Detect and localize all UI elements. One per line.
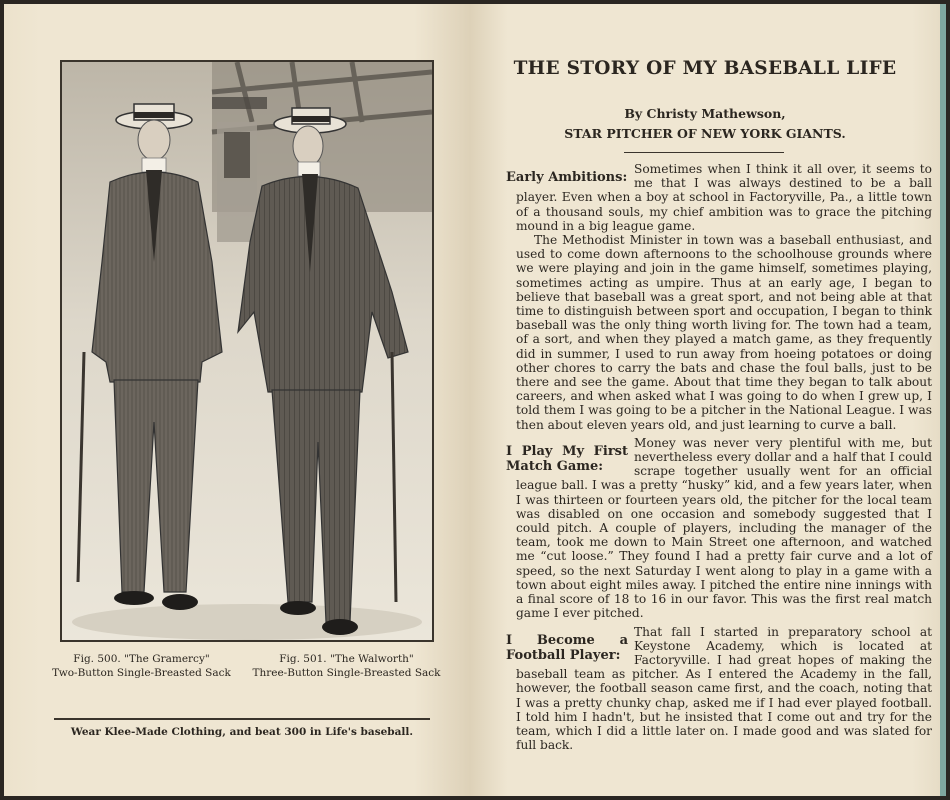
advert-slogan: Wear Klee-Made Clothing, and beat 300 in Life's baseball. — [70, 726, 414, 738]
section-football-player — [506, 624, 932, 753]
caption-fig-501 — [249, 652, 444, 680]
paragraph: Money was never very plentiful with me, but nevertheless every dollar and a half that I could scrape together usually went for an official league ball. I was a pretty “husky” kid, and a few years later, when I was thirteen or fourteen years old, the pitcher for the local team was disabled on one occasion and somebody suggested that I could pitch. A couple of players, including the manager of the team, took me down to Main Street one afternoon, and watched me “cut loose.” They found I had a pretty fair curve and a lot of speed, so the next Saturday I went along to play in a game with a town about eight miles away. I pitched the entire nine innings with a final score of 18 to 16 in our favor. This was the first real match game I ever pitched. — [516, 435, 932, 621]
author-name: By Christy Mathewson, — [624, 106, 786, 121]
article-title: THE STORY OF MY BASEBALL LIFE — [513, 58, 897, 79]
caption-fig-500-title: Fig. 500. "The Gramercy" — [73, 653, 210, 665]
section-first-match-game — [506, 435, 932, 621]
fashion-illustration — [60, 60, 434, 642]
book-spread — [4, 4, 946, 796]
paragraph: That fall I started in preparatory school at Keystone Academy, which is located at Factoryville. I had great hopes of making the baseball team as pitcher. As I entered the Academy in the fall, however, the football season came first, and the coach, noting that I was a pretty chunky chap, asked me if I had ever played football. I told him I hadn't, but he insisted that I come out and try for the team, which I did a little later on. I made good and was slated for full back. — [516, 624, 932, 753]
caption-fig-501-title: Fig. 501. "The Walworth" — [279, 653, 414, 665]
left-page — [4, 4, 470, 796]
side-heading: I Play My First Match Game: — [506, 443, 628, 474]
title-divider — [624, 152, 784, 153]
side-heading: I Become a Football Player: — [506, 632, 628, 663]
caption-fig-500-desc: Two-Button Single-Breasted Sack — [52, 667, 231, 679]
side-heading: Early Ambitions: — [506, 170, 628, 185]
section-early-ambitions — [506, 162, 932, 432]
divider-rule — [54, 718, 430, 720]
paragraph: The Methodist Minister in town was a baseball enthusiast, and used to come down afternoons to the schoolhouse grounds where we were playing and join in the game himself, sometimes playing, sometimes acting as umpire. Thus at an early age, I began to believe that baseball was a great sport, and not being able at that time to distinguish between sport and occupation, I began to think baseball was the only thing worth living for. The town had a team, of a sort, and when they played a match game, as they frequently did in summer, I used to run away from hoeing potatoes or doing other chores to carry the bats and chase the foul balls, just to be there and see the game. About that time they began to talk about careers, and when asked what I was going to do when I grew up, I told them I was going to be a pitcher in the National League. I was then about eleven years old, and just learning to curve a ball. — [516, 233, 932, 432]
article-body — [506, 162, 932, 756]
paragraph: Sometimes when I think it all over, it seems to me that I was always destined to be a ball player. Even when a boy at school in Factoryville, Pa., a little town of a thousand souls, my chief ambition was to grace the pitching mound in a big league game. — [516, 162, 932, 233]
byline — [490, 104, 920, 144]
author-role: STAR PITCHER OF NEW YORK GIANTS. — [564, 126, 846, 141]
caption-fig-500 — [44, 652, 239, 680]
right-page — [470, 4, 946, 796]
caption-fig-501-desc: Three-Button Single-Breasted Sack — [252, 667, 441, 679]
figure-captions — [44, 652, 444, 680]
two-men-in-suits-image — [62, 62, 432, 640]
